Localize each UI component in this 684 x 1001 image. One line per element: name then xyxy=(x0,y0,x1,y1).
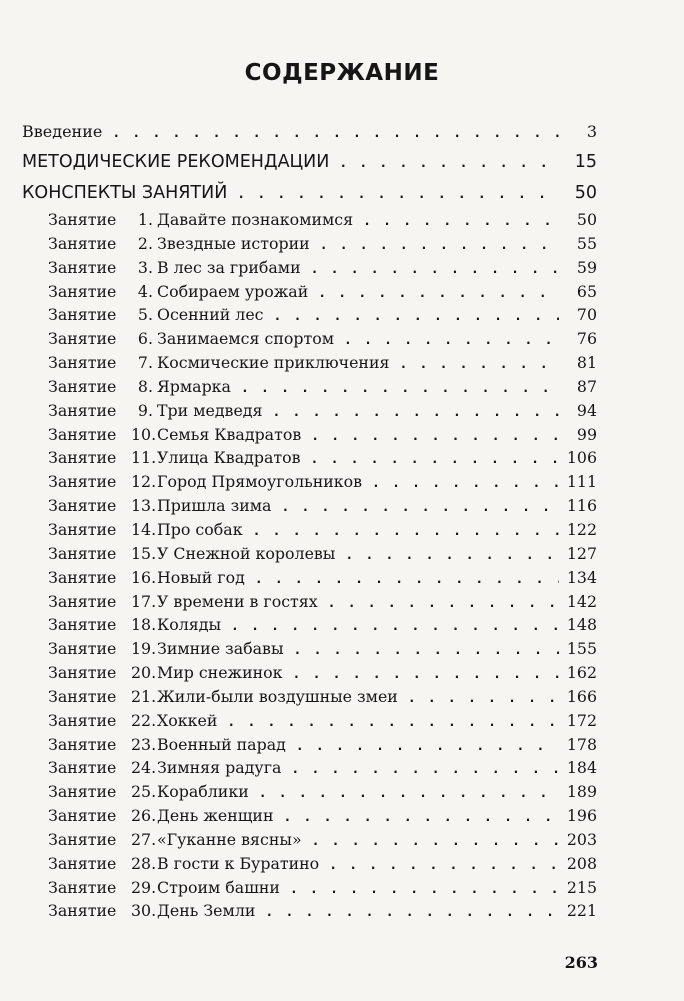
dot-leader xyxy=(296,739,559,754)
toc-page-number: 59 xyxy=(576,257,597,277)
lesson-word: Занятие xyxy=(48,448,117,468)
toc-lesson-entry[interactable] xyxy=(22,878,597,902)
lesson-title: Занимаемся спортом xyxy=(157,329,335,349)
toc-lesson-entry[interactable] xyxy=(22,615,597,639)
toc-page-number: 142 xyxy=(566,591,597,611)
lesson-number: 1. xyxy=(137,210,153,229)
toc-lesson-entry[interactable] xyxy=(22,806,597,830)
dot-leader xyxy=(311,262,559,277)
toc-lesson-entry[interactable] xyxy=(22,282,597,306)
dot-leader xyxy=(237,187,559,202)
page-title: СОДЕРЖАНИЕ xyxy=(244,60,440,86)
lesson-word: Занятие xyxy=(48,400,117,420)
toc-lesson-entry[interactable] xyxy=(22,258,597,282)
lesson-title: Коляды xyxy=(157,615,222,635)
lesson-word: Занятие xyxy=(48,376,117,396)
table-of-contents xyxy=(22,122,597,925)
lesson-number: 23. xyxy=(131,734,157,754)
lesson-title: Семья Квадратов xyxy=(157,424,302,444)
dot-leader xyxy=(344,333,559,348)
lesson-title: У Снежной королевы xyxy=(157,543,336,563)
lesson-word: Занятие xyxy=(48,472,117,492)
toc-lesson-entry[interactable] xyxy=(22,639,597,663)
toc-section-methodology[interactable] xyxy=(22,152,597,179)
toc-lesson-entry[interactable] xyxy=(22,830,597,854)
lesson-number: 18. xyxy=(131,615,157,635)
dot-leader xyxy=(273,405,560,420)
toc-page-number: 70 xyxy=(576,305,597,325)
toc-page-number: 55 xyxy=(576,233,597,253)
dot-leader xyxy=(320,238,559,253)
toc-page-number: 99 xyxy=(576,424,597,444)
lesson-title: Улица Квадратов xyxy=(157,448,301,468)
toc-lesson-entry[interactable] xyxy=(22,901,597,925)
toc-page-number: 203 xyxy=(566,829,597,849)
toc-page-number: 208 xyxy=(566,853,597,873)
lesson-word: Занятие xyxy=(48,877,117,897)
toc-lesson-entry[interactable] xyxy=(22,568,597,592)
toc-page-number: 111 xyxy=(566,472,597,492)
toc-lesson-entry[interactable] xyxy=(22,353,597,377)
dot-leader xyxy=(291,762,558,777)
toc-page-number: 87 xyxy=(576,376,597,396)
lesson-word: Занятие xyxy=(48,829,117,849)
lesson-number: 14. xyxy=(131,519,157,539)
dot-leader xyxy=(329,858,559,873)
lesson-word: Занятие xyxy=(48,710,117,730)
lesson-word: Занятие xyxy=(48,519,117,539)
toc-page-number: 94 xyxy=(576,400,597,420)
lesson-word: Занятие xyxy=(48,853,117,873)
lesson-word: Занятие xyxy=(48,758,117,778)
lesson-number: 11. xyxy=(131,448,157,468)
lesson-word: Занятие xyxy=(48,901,117,921)
toc-page-number: 81 xyxy=(576,353,597,373)
lesson-number: 16. xyxy=(131,567,157,587)
dot-leader xyxy=(293,667,559,682)
lesson-word: Занятие xyxy=(48,734,117,754)
lesson-word: Занятие xyxy=(48,496,117,516)
toc-lesson-entry[interactable] xyxy=(22,210,597,234)
toc-page-number: 3 xyxy=(586,122,597,141)
lesson-title: В гости к Буратино xyxy=(157,853,320,873)
lesson-number: 29. xyxy=(131,877,157,897)
lesson-number: 20. xyxy=(131,663,157,683)
dot-leader xyxy=(408,691,559,706)
toc-page-number: 148 xyxy=(566,615,597,635)
toc-page-number: 189 xyxy=(566,782,597,802)
toc-lesson-entry[interactable] xyxy=(22,854,597,878)
toc-lesson-entry[interactable] xyxy=(22,711,597,735)
lesson-list xyxy=(22,210,597,925)
dot-leader xyxy=(281,500,558,515)
dot-leader xyxy=(274,309,559,324)
lesson-number: 3. xyxy=(137,257,153,277)
dot-leader xyxy=(399,357,559,372)
toc-page-number: 221 xyxy=(566,901,597,921)
toc-page-number: 65 xyxy=(576,281,597,301)
lesson-title: Хоккей xyxy=(157,710,218,730)
dot-leader xyxy=(372,476,559,491)
toc-lesson-entry[interactable] xyxy=(22,544,597,568)
dot-leader xyxy=(259,786,559,801)
toc-page-number: 116 xyxy=(566,496,597,516)
lesson-title: В лес за грибами xyxy=(157,257,301,277)
lesson-title: Мир снежинок xyxy=(157,663,283,683)
lesson-word: Занятие xyxy=(48,305,117,325)
lesson-number: 24. xyxy=(131,758,157,778)
toc-page-number: 155 xyxy=(566,639,597,659)
toc-page-number: 50 xyxy=(574,183,597,203)
lesson-number: 7. xyxy=(137,353,153,373)
lesson-title: Зимняя радуга xyxy=(157,758,282,778)
lesson-title: Про собак xyxy=(157,519,243,539)
dot-leader xyxy=(227,715,558,730)
lesson-number: 21. xyxy=(131,686,157,706)
lesson-title: У времени в гостях xyxy=(157,591,318,611)
lesson-word: Занятие xyxy=(48,686,117,706)
lesson-number: 25. xyxy=(131,782,157,802)
lesson-title: Кораблики xyxy=(157,782,249,802)
dot-leader xyxy=(363,214,559,229)
lesson-number: 30. xyxy=(131,901,157,921)
lesson-number: 28. xyxy=(131,853,157,873)
lesson-word: Занятие xyxy=(48,424,117,444)
dot-leader xyxy=(112,126,559,141)
lesson-number: 6. xyxy=(137,329,153,349)
dot-leader xyxy=(290,882,559,897)
toc-page-number: 122 xyxy=(566,519,597,539)
toc-lesson-entry[interactable] xyxy=(22,687,597,711)
toc-page-number: 166 xyxy=(566,686,597,706)
lesson-number: 8. xyxy=(137,376,153,396)
lesson-title: Новый год xyxy=(157,567,245,587)
lesson-title: День Земли xyxy=(157,901,256,921)
lesson-word: Занятие xyxy=(48,591,117,611)
toc-page-number: 134 xyxy=(566,567,597,587)
lesson-title: Город Прямоугольников xyxy=(157,472,363,492)
lesson-title: Осенний лес xyxy=(157,305,264,325)
dot-leader xyxy=(345,548,558,563)
toc-section-label: КОНСПЕКТЫ ЗАНЯТИЙ xyxy=(22,183,228,203)
lesson-title: Давайте познакомимся xyxy=(157,210,354,229)
lesson-word: Занятие xyxy=(48,543,117,563)
toc-page-number: 215 xyxy=(566,877,597,897)
lesson-word: Занятие xyxy=(48,663,117,683)
lesson-word: Занятие xyxy=(48,615,117,635)
lesson-title: Пришла зима xyxy=(157,496,272,516)
lesson-title: Звездные истории xyxy=(157,233,310,253)
toc-page-number: 76 xyxy=(576,329,597,349)
dot-leader xyxy=(318,286,559,301)
lesson-number: 19. xyxy=(131,639,157,659)
lesson-word: Занятие xyxy=(48,281,117,301)
lesson-title: Три медведя xyxy=(157,400,263,420)
lesson-number: 10. xyxy=(131,424,157,444)
lesson-title: Военный парад xyxy=(157,734,286,754)
lesson-title: «Гуканне вясны» xyxy=(157,829,302,849)
toc-lesson-entry[interactable] xyxy=(22,592,597,616)
lesson-title: Зимние забавы xyxy=(157,639,284,659)
toc-lesson-entry[interactable] xyxy=(22,472,597,496)
toc-page-number: 127 xyxy=(566,543,597,563)
dot-leader xyxy=(265,905,558,920)
toc-lesson-entry[interactable] xyxy=(22,401,597,425)
toc-lesson-entry[interactable] xyxy=(22,496,597,520)
lesson-word: Занятие xyxy=(48,567,117,587)
toc-page-number: 106 xyxy=(566,448,597,468)
dot-leader xyxy=(241,381,559,396)
lesson-title: Ярмарка xyxy=(157,376,231,396)
lesson-number: 17. xyxy=(131,591,157,611)
toc-entry-label: Введение xyxy=(22,122,103,141)
toc-page-number: 184 xyxy=(566,758,597,778)
toc-section-lesson-notes[interactable] xyxy=(22,183,597,210)
toc-page-number: 162 xyxy=(566,663,597,683)
lesson-number: 2. xyxy=(137,233,153,253)
lesson-word: Занятие xyxy=(48,233,117,253)
lesson-number: 9. xyxy=(137,400,153,420)
lesson-word: Занятие xyxy=(48,210,117,229)
lesson-word: Занятие xyxy=(48,353,117,373)
toc-lesson-entry[interactable] xyxy=(22,234,597,258)
dot-leader xyxy=(328,596,559,611)
lesson-word: Занятие xyxy=(48,806,117,826)
page-folio-number: 263 xyxy=(564,953,598,972)
toc-lesson-entry[interactable] xyxy=(22,425,597,449)
toc-page-number: 172 xyxy=(566,710,597,730)
dot-leader xyxy=(284,810,559,825)
toc-entry-intro[interactable] xyxy=(22,122,597,148)
lesson-number: 13. xyxy=(131,496,157,516)
lesson-title: Жили-были воздушные змеи xyxy=(157,686,398,706)
lesson-number: 22. xyxy=(131,710,157,730)
toc-lesson-entry[interactable] xyxy=(22,663,597,687)
dot-leader xyxy=(253,524,559,539)
lesson-title: Собираем урожай xyxy=(157,281,309,301)
toc-page-number: 50 xyxy=(576,210,597,229)
lesson-word: Занятие xyxy=(48,257,117,277)
dot-leader xyxy=(231,619,559,634)
toc-lesson-entry[interactable] xyxy=(22,305,597,329)
dot-leader xyxy=(311,452,559,467)
toc-page-number: 15 xyxy=(574,152,597,172)
lesson-number: 5. xyxy=(137,305,153,325)
lesson-number: 4. xyxy=(137,281,153,301)
dot-leader xyxy=(339,156,559,171)
toc-page-number: 178 xyxy=(566,734,597,754)
lesson-title: День женщин xyxy=(157,806,274,826)
toc-page-number: 196 xyxy=(566,806,597,826)
lesson-title: Космические приключения xyxy=(157,353,390,373)
lesson-word: Занятие xyxy=(48,782,117,802)
toc-lesson-entry[interactable] xyxy=(22,758,597,782)
lesson-number: 26. xyxy=(131,806,157,826)
dot-leader xyxy=(311,429,559,444)
dot-leader xyxy=(255,572,559,587)
dot-leader xyxy=(294,643,559,658)
lesson-word: Занятие xyxy=(48,639,117,659)
toc-lesson-entry[interactable] xyxy=(22,329,597,353)
lesson-number: 15. xyxy=(131,543,157,563)
lesson-title: Строим башни xyxy=(157,877,280,897)
toc-lesson-entry[interactable] xyxy=(22,735,597,759)
lesson-word: Занятие xyxy=(48,329,117,349)
lesson-number: 12. xyxy=(131,472,157,492)
lesson-number: 27. xyxy=(131,829,157,849)
toc-section-label: МЕТОДИЧЕСКИЕ РЕКОМЕНДАЦИИ xyxy=(22,152,330,172)
dot-leader xyxy=(312,834,559,849)
toc-lesson-entry[interactable] xyxy=(22,448,597,472)
toc-lesson-entry[interactable] xyxy=(22,520,597,544)
toc-lesson-entry[interactable] xyxy=(22,782,597,806)
toc-lesson-entry[interactable] xyxy=(22,377,597,401)
